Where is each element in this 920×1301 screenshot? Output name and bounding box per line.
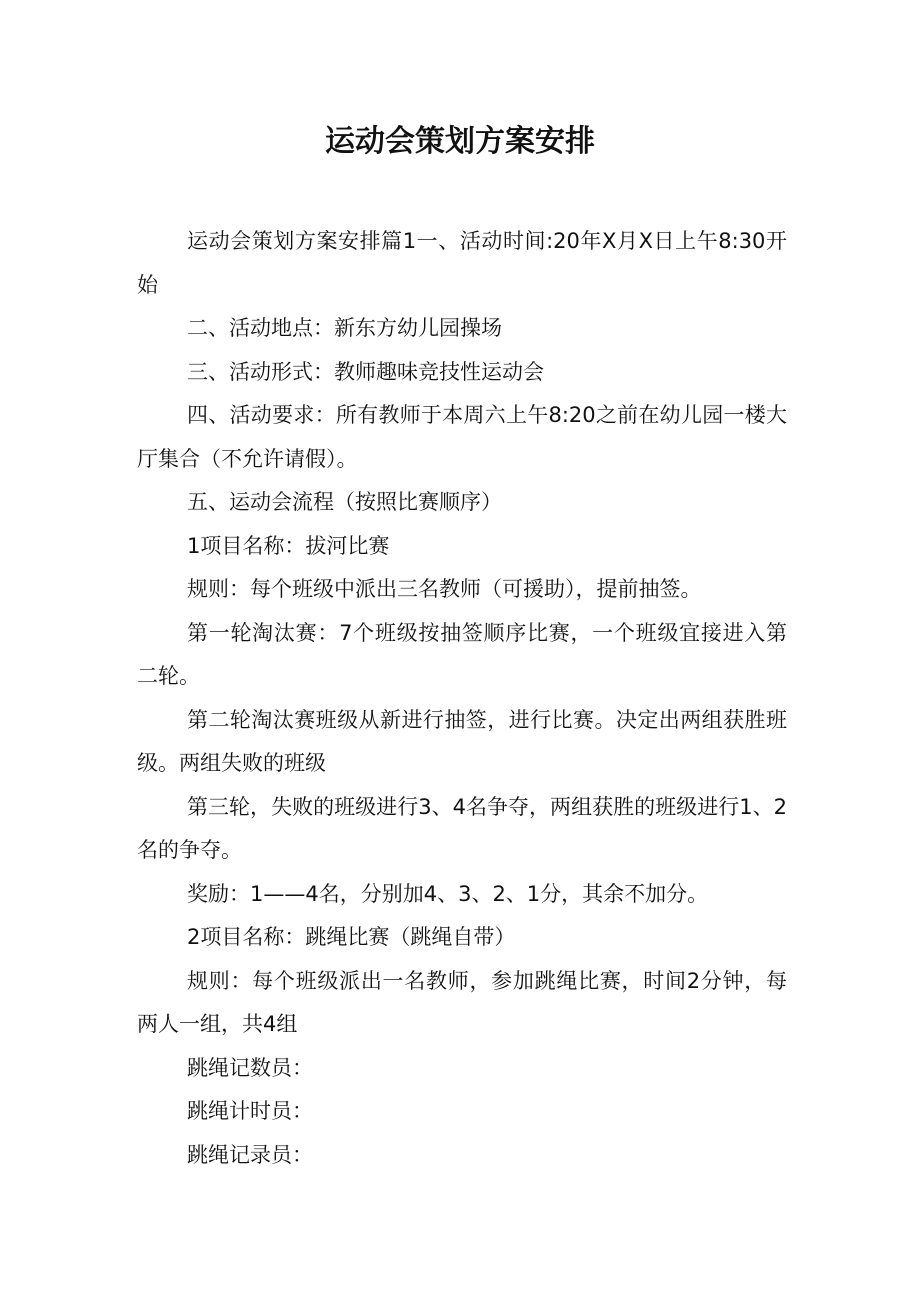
paragraph-third-round: 第三轮，失败的班级进行3、4名争夺，两组获胜的班级进行1、2名的争夺。 xyxy=(137,794,787,862)
paragraph-timer: 跳绳计时员： xyxy=(187,1099,313,1123)
document-title: 运动会策划方案安排 xyxy=(325,124,595,159)
paragraph-counter: 跳绳记数员： xyxy=(187,1055,313,1080)
paragraph-jump-rope-rules: 规则：每个班级派出一名教师，参加跳绳比赛，时间2分钟，每两人一组，共4组 xyxy=(137,968,787,1036)
paragraph-activity-location: 二、活动地点：新东方幼儿园操场 xyxy=(187,316,502,340)
paragraph-second-round: 第二轮淘汰赛班级从新进行抽签，进行比赛。决定出两组获胜班级。两组失败的班级 xyxy=(137,707,787,775)
paragraph-first-round: 第一轮淘汰赛：7个班级按抽签顺序比赛，一个班级宜接进入第二轮。 xyxy=(137,620,787,688)
paragraph-rewards: 奖励：1——4名，分别加4、3、2、1分，其余不加分。 xyxy=(187,881,709,906)
paragraph-activity-form: 三、活动形式：教师趣味竞技性运动会 xyxy=(187,359,544,384)
paragraph-activity-requirements: 四、活动要求：所有教师于本周六上午8:20之前在幼儿园一楼大厅集合（不允许请假）。 xyxy=(137,403,787,471)
paragraph-activity-time: 运动会策划方案安排篇1一、活动时间:20年X月X日上午8:30开始 xyxy=(137,229,787,297)
paragraph-project-tug-of-war: 1项目名称：拔河比赛 xyxy=(187,533,390,558)
document-body xyxy=(137,220,787,1177)
paragraph-recorder: 跳绳记录员： xyxy=(187,1142,313,1167)
paragraph-tug-rules: 规则：每个班级中派出三名教师（可援助），提前抽签。 xyxy=(187,577,702,601)
paragraph-sports-process: 五、运动会流程（按照比赛顺序） xyxy=(187,490,502,514)
paragraph-project-jump-rope: 2项目名称：跳绳比赛（跳绳自带） xyxy=(187,925,516,949)
